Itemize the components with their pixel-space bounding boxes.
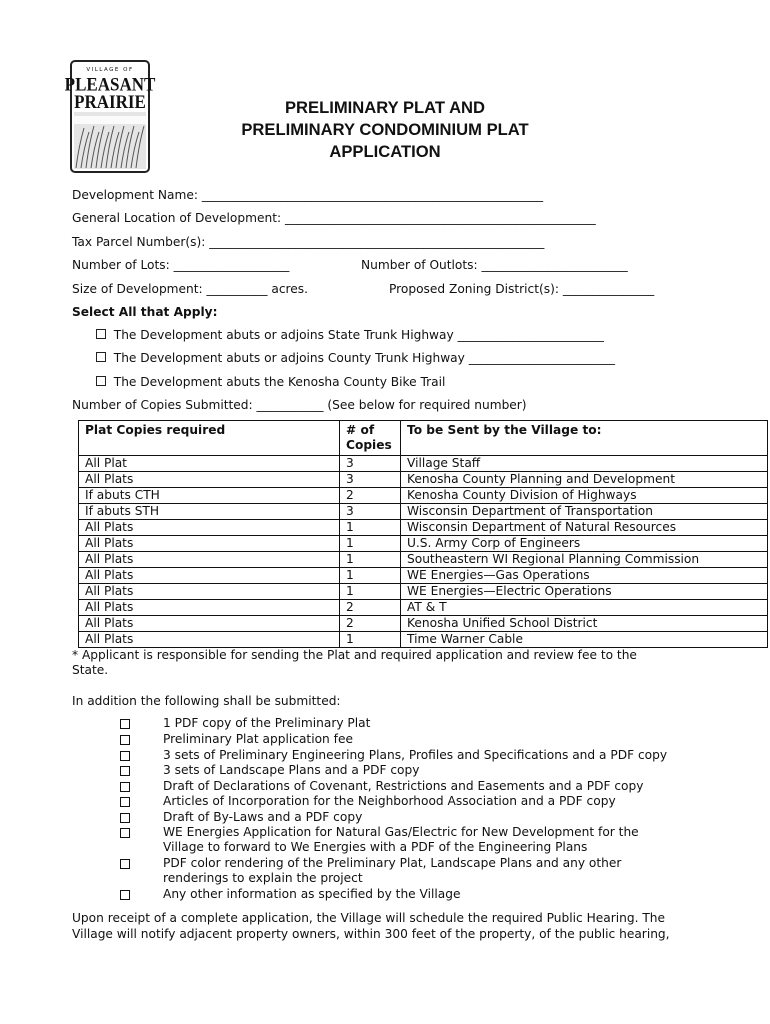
tax-parcel-field[interactable]: Tax Parcel Number(s): _______________________________________________________ — [72, 235, 545, 249]
cell-recipient: Southeastern WI Regional Planning Commission — [401, 552, 768, 568]
table-row — [79, 488, 768, 504]
number-of-lots-field[interactable]: Number of Lots: ___________________ — [72, 258, 290, 272]
logo-prairie: PRAIRIE — [74, 91, 146, 113]
copies-submitted-field[interactable]: Number of Copies Submitted: ___________ (See below for required number) — [72, 398, 527, 412]
cell-copies: 2 — [340, 600, 401, 616]
select-option-label: The Development abuts or adjoins State Trunk Highway ________________________ — [113, 328, 604, 342]
plat-distribution-table — [78, 420, 768, 648]
cell-plat: All Plats — [79, 520, 340, 536]
table-row — [79, 584, 768, 600]
checkbox-icon[interactable] — [120, 751, 130, 761]
cell-plat: All Plats — [79, 632, 340, 648]
header-plat-copies: Plat Copies required — [79, 421, 340, 456]
table-row — [79, 632, 768, 648]
title-line-2: PRELIMINARY CONDOMINIUM PLAT — [241, 120, 529, 139]
applicant-note-line-2: State. — [72, 663, 109, 677]
cell-plat: All Plats — [79, 536, 340, 552]
table-header-row — [79, 421, 768, 456]
cell-plat: If abuts STH — [79, 504, 340, 520]
table-row — [79, 472, 768, 488]
select-option-label: The Development abuts the Kenosha County Bike Trail — [113, 375, 446, 389]
development-name-field[interactable]: Development Name: ________________________________________________________ — [72, 188, 544, 202]
select-option-label: The Development abuts or adjoins County Trunk Highway ________________________ — [113, 351, 615, 365]
header-num-copies: # of Copies — [340, 421, 401, 456]
cell-copies: 1 — [340, 536, 401, 552]
select-option-bike-trail[interactable] — [96, 375, 445, 390]
general-location-field[interactable]: General Location of Development: ___________________________________________________ — [72, 211, 596, 225]
cell-recipient: Wisconsin Department of Natural Resources — [401, 520, 768, 536]
cell-plat: All Plats — [79, 552, 340, 568]
cell-recipient: Kenosha County Planning and Development — [401, 472, 768, 488]
cell-copies: 1 — [340, 520, 401, 536]
checkbox-icon[interactable] — [96, 329, 106, 339]
table-row — [79, 600, 768, 616]
checklist-label: Draft of By-Laws and a PDF copy — [163, 809, 363, 824]
checklist-label: 3 sets of Landscape Plans and a PDF copy — [163, 763, 420, 777]
table-row — [79, 456, 768, 472]
select-option-cth[interactable] — [96, 351, 615, 366]
cell-plat: All Plat — [79, 456, 340, 472]
checklist-label: Any other information as specified by the Village — [163, 887, 461, 901]
cell-recipient: U.S. Army Corp of Engineers — [401, 536, 768, 552]
logo-graphic — [64, 62, 156, 171]
logo-pleasant: PLEASANT — [64, 73, 156, 95]
checkbox-icon[interactable] — [120, 782, 130, 792]
checkbox-icon[interactable] — [96, 352, 106, 362]
checkbox-icon[interactable] — [120, 766, 130, 776]
checklist-label: PDF color rendering of the Preliminary Plat, Landscape Plans and any other — [163, 856, 622, 870]
cell-recipient: AT & T — [401, 600, 768, 616]
table-row — [79, 536, 768, 552]
table-row — [79, 520, 768, 536]
checklist-label: Draft of Declarations of Covenant, Restrictions and Easements and a PDF copy — [163, 778, 644, 793]
cell-plat: All Plats — [79, 472, 340, 488]
table-row — [79, 552, 768, 568]
closing-line-1: Upon receipt of a complete application, the Village will schedule the required Public Hearing. The — [72, 911, 665, 925]
applicant-note-line-1: * Applicant is responsible for sending the Plat and required application and review fee to the — [72, 648, 637, 662]
checklist-label: Preliminary Plat application fee — [163, 732, 353, 746]
select-all-heading: Select All that Apply: — [72, 305, 218, 319]
checklist-label: 3 sets of Preliminary Engineering Plans, Profiles and Specifications and a PDF copy — [163, 747, 668, 762]
table-row — [79, 504, 768, 520]
cell-plat: All Plats — [79, 584, 340, 600]
title-line-3: APPLICATION — [329, 142, 441, 161]
cell-copies: 1 — [340, 568, 401, 584]
cell-plat: All Plats — [79, 616, 340, 632]
number-of-outlots-field[interactable]: Number of Outlots: ________________________ — [361, 258, 628, 272]
checklist-label: WE Energies Application for Natural Gas/Electric for New Development for the — [163, 825, 639, 839]
cell-copies: 3 — [340, 456, 401, 472]
checkbox-icon[interactable] — [120, 813, 130, 823]
size-of-development-field[interactable]: Size of Development: __________ acres. — [72, 282, 308, 296]
checkbox-icon[interactable] — [120, 890, 130, 900]
checklist-label-cont: renderings to explain the project — [163, 871, 363, 885]
cell-plat: If abuts CTH — [79, 488, 340, 504]
cell-copies: 3 — [340, 472, 401, 488]
table-row — [79, 616, 768, 632]
checkbox-icon[interactable] — [120, 735, 130, 745]
cell-recipient: WE Energies—Electric Operations — [401, 584, 768, 600]
checkbox-icon[interactable] — [120, 719, 130, 729]
table-row — [79, 568, 768, 584]
cell-copies: 1 — [340, 584, 401, 600]
checklist-label: 1 PDF copy of the Preliminary Plat — [163, 716, 371, 730]
cell-copies: 1 — [340, 552, 401, 568]
proposed-zoning-field[interactable]: Proposed Zoning District(s): _______________ — [389, 282, 655, 296]
cell-copies: 2 — [340, 616, 401, 632]
checklist-label-cont: Village to forward to We Energies with a PDF of the Engineering Plans — [163, 840, 588, 854]
cell-copies: 3 — [340, 504, 401, 520]
additional-intro: In addition the following shall be submitted: — [72, 694, 341, 708]
title-line-1: PRELIMINARY PLAT AND — [284, 98, 486, 117]
document-title — [150, 97, 620, 163]
checkbox-icon[interactable] — [120, 859, 130, 869]
select-option-sth[interactable] — [96, 328, 604, 343]
cell-plat: All Plats — [79, 568, 340, 584]
cell-recipient: Kenosha Unified School District — [401, 616, 768, 632]
cell-recipient: Time Warner Cable — [401, 632, 768, 648]
closing-line-2: Village will notify adjacent property owners, within 300 feet of the property, of the public hearing, — [72, 927, 670, 941]
logo-village-of: VILLAGE OF — [86, 67, 134, 73]
cell-recipient: Village Staff — [401, 456, 768, 472]
checkbox-icon[interactable] — [120, 828, 130, 838]
village-logo — [64, 60, 156, 173]
checkbox-icon[interactable] — [96, 376, 106, 386]
cell-copies: 2 — [340, 488, 401, 504]
checkbox-icon[interactable] — [120, 797, 130, 807]
cell-recipient: Kenosha County Division of Highways — [401, 488, 768, 504]
cell-plat: All Plats — [79, 600, 340, 616]
header-sent-to: To be Sent by the Village to: — [401, 421, 768, 456]
cell-recipient: Wisconsin Department of Transportation — [401, 504, 768, 520]
cell-recipient: WE Energies—Gas Operations — [401, 568, 768, 584]
checklist-label: Articles of Incorporation for the Neighborhood Association and a PDF copy — [163, 794, 616, 808]
cell-copies: 1 — [340, 632, 401, 648]
